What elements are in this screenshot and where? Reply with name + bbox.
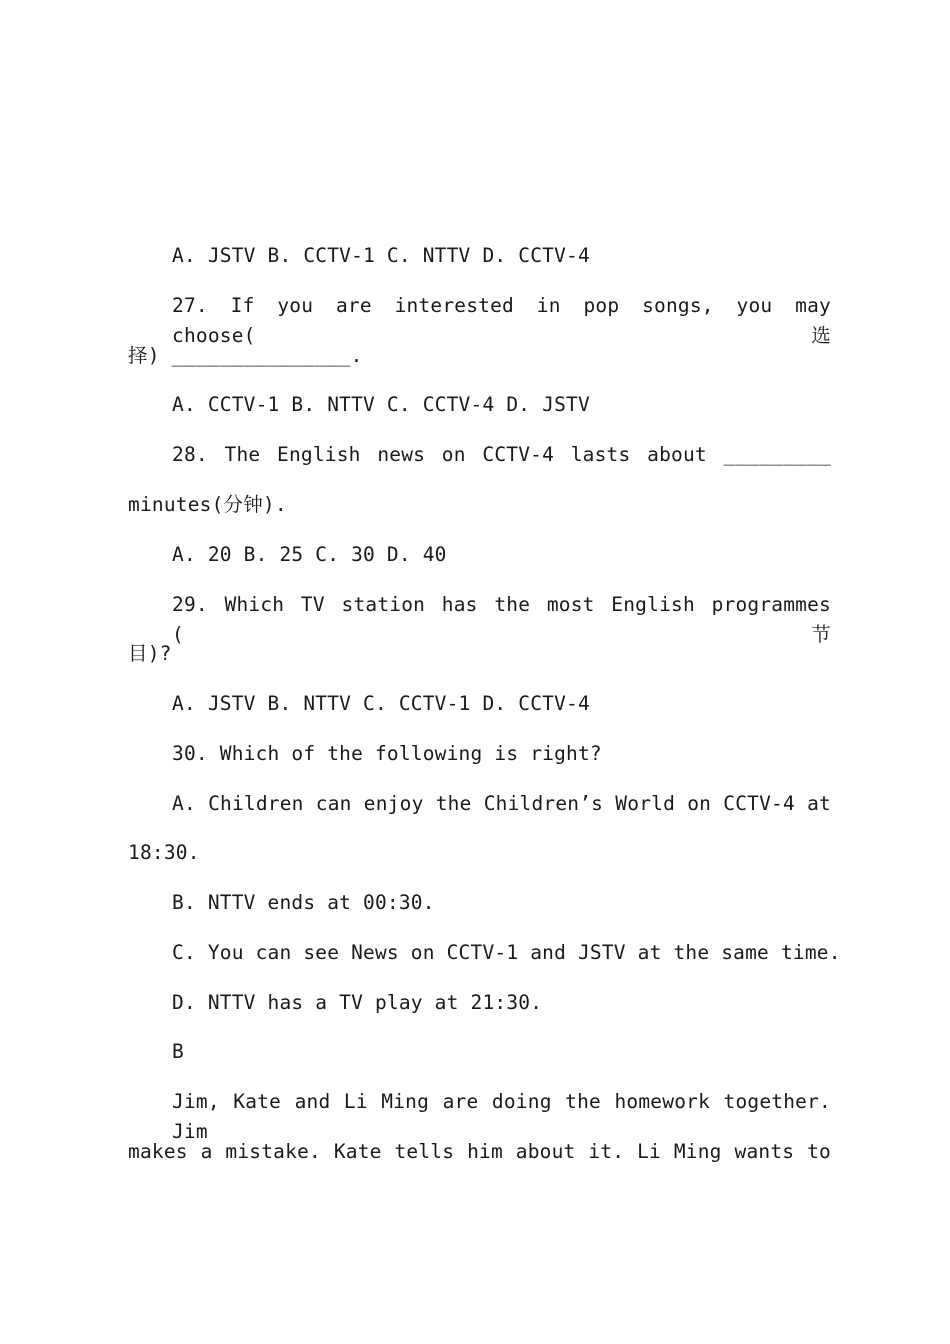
q29-options: A. JSTV B. NTTV C. CCTV-1 D. CCTV-4	[172, 692, 590, 715]
passage-line: makes a mistake. Kate tells him about it. Li Ming wants to	[128, 1140, 831, 1163]
q30-option-b: B. NTTV ends at 00:30.	[172, 891, 435, 914]
q27-options: A. CCTV-1 B. NTTV C. CCTV-4 D. JSTV	[172, 393, 590, 416]
q29-question-cont: 目)?	[128, 642, 172, 665]
q27-question: 27. If you are interested in pop songs, you may choose(选	[172, 294, 831, 347]
q28-options: A. 20 B. 25 C. 30 D. 40	[172, 543, 447, 566]
section-heading: B	[172, 1040, 184, 1063]
q30-question: 30. Which of the following is right?	[172, 742, 602, 765]
q30-option-a-cont: 18:30.	[128, 841, 200, 864]
q26-options: A. JSTV B. CCTV-1 C. NTTV D. CCTV-4	[172, 244, 590, 267]
passage-line: Jim, Kate and Li Ming are doing the homework together. Jim	[172, 1090, 831, 1143]
q28-question-cont: minutes(分钟).	[128, 493, 287, 516]
q30-option-c: C. You can see News on CCTV-1 and JSTV at the same time.	[172, 941, 841, 964]
q30-option-d: D. NTTV has a TV play at 21:30.	[172, 991, 543, 1014]
q27-question-cont: 择) _______________.	[128, 344, 363, 367]
q29-question: 29. Which TV station has the most English programmes (节	[172, 593, 831, 646]
q30-option-a: A. Children can enjoy the Children’s World on CCTV-4 at	[172, 792, 831, 815]
q28-question: 28. The English news on CCTV-4 lasts about _________	[172, 443, 831, 466]
